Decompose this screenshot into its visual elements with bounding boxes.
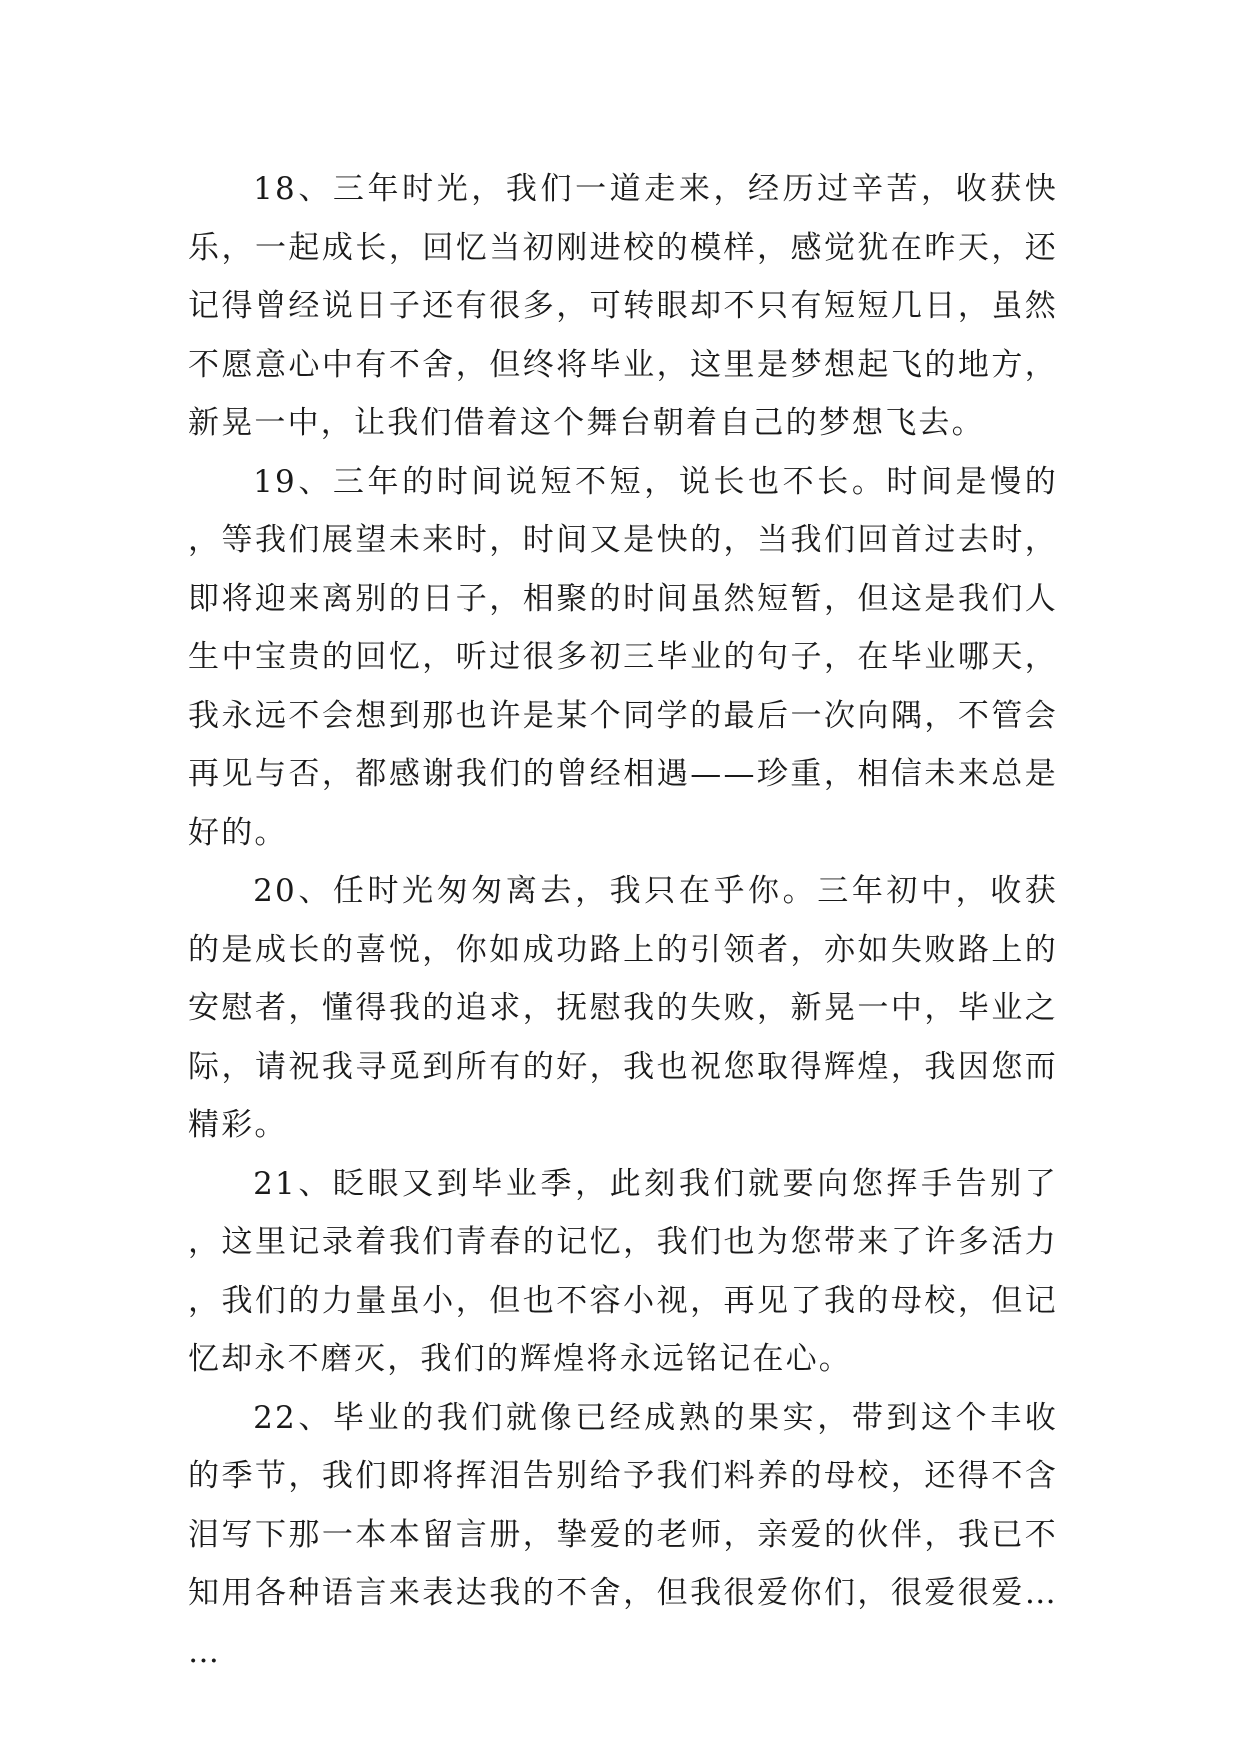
paragraph-22: 22、毕业的我们就像已经成熟的果实，带到这个丰收的季节，我们即将挥泪告别给予我们料养的母校，还得不含泪写下那一本本留言册，挚爱的老师，亲爱的伙伴，我已不知用各种语言来表达我的不舍，但我很爱你们，很爱很爱…… <box>188 1399 1058 1670</box>
paragraph-19: 19、三年的时间说短不短，说长也不长。时间是慢的，等我们展望未来时，时间又是快的，当我们回首过去时，即将迎来离别的日子，相聚的时间虽然短暂，但这是我们人生中宝贵的回忆，听过很多初三毕业的句子，在毕业哪天，我永远不会想到那也许是某个同学的最后一次向隅，不管会再见与否，都感谢我们的曾经相遇——珍重，相信未来总是好的。 <box>188 463 1058 851</box>
document-body <box>188 160 1058 1681</box>
paragraph-20: 20、任时光匆匆离去，我只在乎你。三年初中，收获的是成长的喜悦，你如成功路上的引领者，亦如失败路上的安慰者，懂得我的追求，抚慰我的失败，新晃一中，毕业之际，请祝我寻觅到所有的好，我也祝您取得辉煌，我因您而精彩。 <box>188 873 1058 1143</box>
paragraph-21: 21、眨眼又到毕业季，此刻我们就要向您挥手告别了，这里记录着我们青春的记忆，我们也为您带来了许多活力，我们的力量虽小，但也不容小视，再见了我的母校，但记忆却永不磨灭，我们的辉煌将永远铭记在心。 <box>188 1165 1058 1377</box>
paragraph-18: 18、三年时光，我们一道走来，经历过辛苦，收获快乐，一起成长，回忆当初刚进校的模样，感觉犹在昨天，还记得曾经说日子还有很多，可转眼却不只有短短几日，虽然不愿意心中有不舍，但终将毕业，这里是梦想起飞的地方，新晃一中，让我们借着这个舞台朝着自己的梦想飞去。 <box>188 171 1058 441</box>
